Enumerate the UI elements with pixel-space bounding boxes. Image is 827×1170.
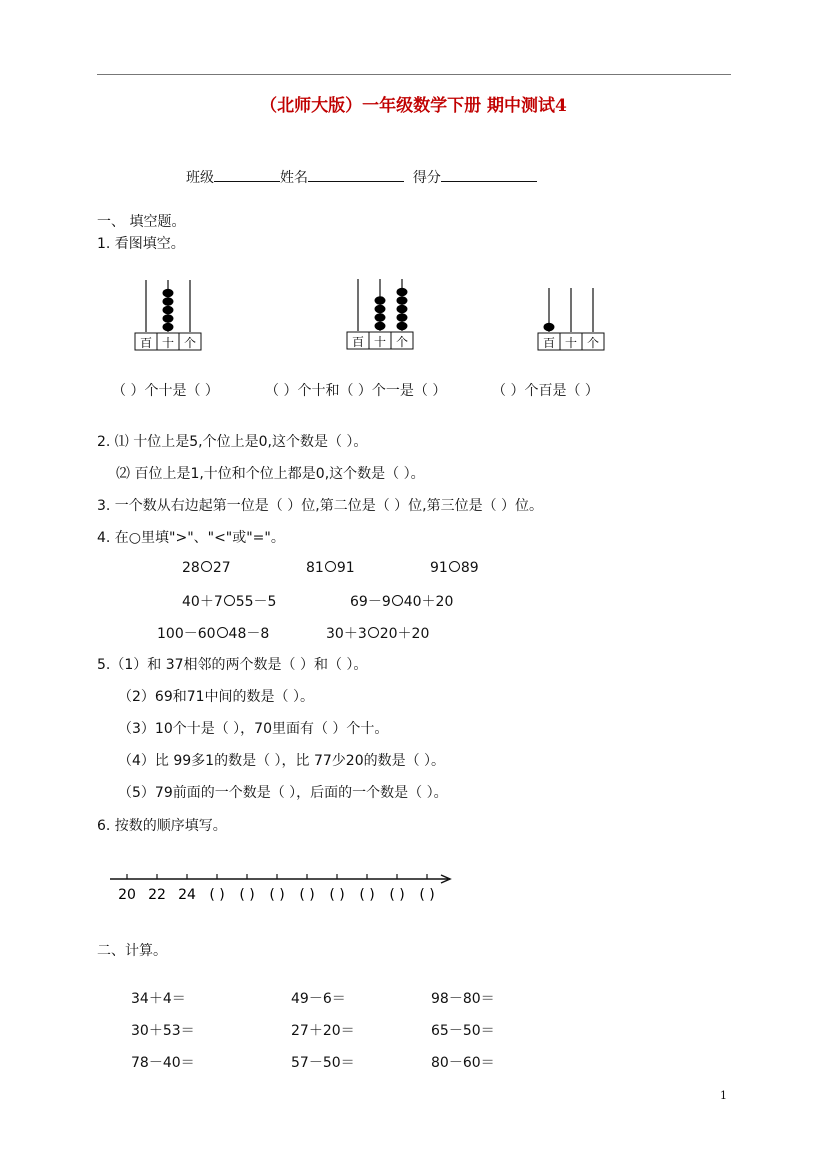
number-line-label: 20 [118,887,136,903]
abacus-label-ones: 个 [586,336,600,350]
page-title: （北师大版）一年级数学下册 期中测试4 [260,96,567,116]
student-info [186,167,537,187]
name-label: 姓名 [280,170,308,186]
abacus-bead [375,305,386,314]
q5-part-1: 5.（1）和 37相邻的两个数是（ ）和（ ）。 [97,657,368,673]
q5-part-5: （5）79前面的一个数是（ ），后面的一个数是（ ）。 [118,785,448,801]
abacus-bead [375,322,386,331]
abacus-bead [397,322,408,331]
score-field[interactable] [441,167,537,182]
abacus-bead [544,323,555,332]
abacus-3 [528,272,623,354]
q1-answer-2: （ ）个十和（ ）个一是（ ） [265,383,447,399]
compare-circle[interactable] [325,561,336,572]
abacus-label-tens: 十 [564,336,578,350]
calc-item: 98－80＝ [431,991,495,1007]
number-line-blank[interactable]: ( ) [269,887,285,903]
compare-circle[interactable] [201,561,212,572]
abacus-label-hundreds: 百 [139,336,153,350]
abacus-bead [375,296,386,305]
compare-item: 30＋3 20＋20 [326,626,430,642]
number-line-blank[interactable]: ( ) [389,887,405,903]
compare-item: 69－9 40＋20 [350,594,454,610]
abacus-bead [163,314,174,323]
class-label: 班级 [186,170,214,186]
q6-text: 6. 按数的顺序填写。 [97,818,227,834]
abacus-bead [397,296,408,305]
compare-circle[interactable] [392,595,403,606]
number-line-blank[interactable]: ( ) [419,887,435,903]
compare-item: 100－60 48－8 [157,626,270,642]
abacus-bead [397,288,408,297]
abacus-bead [163,289,174,298]
q5-part-4: （4）比 99多1的数是（ ），比 77少20的数是（ ）。 [118,753,446,769]
section1-heading: 一、 填空题。 [97,214,186,230]
name-field[interactable] [308,167,404,182]
abacus-beads [163,289,174,332]
page-number: 1 [720,1089,727,1102]
abacus-1 [125,272,220,354]
calc-item: 78－40＝ [131,1055,195,1071]
number-line-blank[interactable]: ( ) [359,887,375,903]
abacus-label-ones: 个 [183,336,197,350]
abacus-label-tens: 十 [373,335,387,349]
calc-item: 30＋53＝ [131,1023,195,1039]
number-line-blank[interactable]: ( ) [299,887,315,903]
calc-item: 49－6＝ [291,991,346,1007]
calc-item: 34＋4＝ [131,991,186,1007]
compare-circle[interactable] [217,627,228,638]
q5-part-3: （3）10个十是（ ），70里面有（ ）个十。 [118,721,389,737]
score-label: 得分 [412,170,441,186]
calc-item: 80－60＝ [431,1055,495,1071]
q5-part-2: （2）69和71中间的数是（ ）。 [118,689,314,705]
q2-part-a: 2. ⑴ 十位上是5,个位上是0,这个数是（ ）。 [97,434,368,450]
abacus-bead [397,305,408,314]
abacus-beads [544,323,555,332]
abacus-bead [397,313,408,322]
abacus-label-tens: 十 [161,336,175,350]
number-line-blank[interactable]: ( ) [239,887,255,903]
number-line [105,867,455,907]
calc-item: 27＋20＝ [291,1023,355,1039]
q1-answer-1: （ ）个十是（ ） [112,383,219,399]
abacus-rods [549,288,593,332]
abacus-2 [337,271,432,353]
number-line-labels [118,887,435,903]
abacus-bead [163,323,174,332]
abacus-bead [163,306,174,315]
section2-heading: 二、计算。 [97,943,167,959]
abacus-bead [163,297,174,306]
calc-item: 57－50＝ [291,1055,355,1071]
number-line-label: 24 [178,887,196,903]
abacus-label-ones: 个 [395,335,409,349]
number-line-blank[interactable]: ( ) [209,887,225,903]
number-line-label: 22 [148,887,166,903]
abacus-bead [375,313,386,322]
compare-item: 40＋7 55－5 [182,594,277,610]
abacus-label-hundreds: 百 [542,336,556,350]
class-field[interactable] [214,167,280,182]
compare-item: 81 91 [306,560,355,576]
compare-item: 28 27 [182,560,231,576]
compare-circle[interactable] [224,595,235,606]
q4-text: 4. 在○里填">"、"<"或"="。 [97,530,285,546]
compare-circle[interactable] [368,627,379,638]
compare-circle[interactable] [449,561,460,572]
q2-part-b: ⑵ 百位上是1,十位和个位上都是0,这个数是（ ）。 [116,466,425,482]
number-line-blank[interactable]: ( ) [329,887,345,903]
q1-text: 1. 看图填空。 [97,236,185,252]
header-rule [97,74,731,75]
q1-answer-3: （ ）个百是（ ） [492,383,599,399]
compare-item: 91 89 [430,560,479,576]
q3-text: 3. 一个数从右边起第一位是（ ）位,第二位是（ ）位,第三位是（ ）位。 [97,498,544,514]
abacus-label-hundreds: 百 [351,335,365,349]
calc-item: 65－50＝ [431,1023,495,1039]
